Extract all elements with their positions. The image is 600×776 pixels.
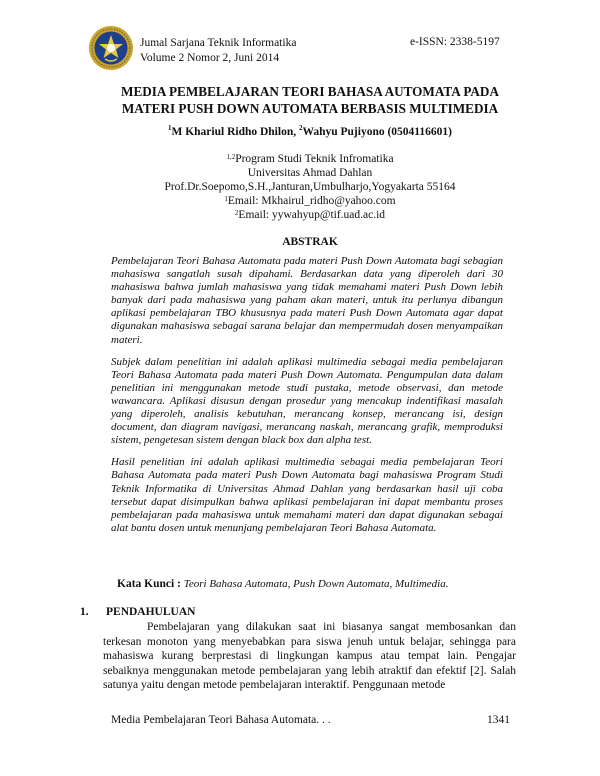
abstract-heading: ABSTRAK <box>282 236 338 248</box>
paper-authors <box>60 126 560 138</box>
section-title: PENDAHULUAN <box>106 606 196 618</box>
section-heading <box>80 606 195 618</box>
running-footer-title: Media Pembelajaran Teori Bahasa Automata. . . <box>111 714 331 726</box>
section-body-text: Pembelajaran yang dilakukan saat ini biasanya sangat membosankan dan terkesan monoton yang menyebabkan para siswa jenuh untuk belajar, sehingga para mahasiswa kurang berprestasi di lingkungan kampus atau tempat lain. Pengajar sebaiknya menggunakan metode pembelajaran yang lebih atraktif dan efektif [2]. Salah satunya yaitu dengan metode pembelajaran interaktif. Penggunaan metode <box>103 621 516 692</box>
author1-marker: 1 <box>167 124 172 132</box>
keywords-label: Kata Kunci : <box>117 578 184 590</box>
paper-title-line-2: MATERI PUSH DOWN AUTOMATA BERBASIS MULTIMEDIA <box>121 101 499 116</box>
affiliation-university: Universitas Ahmad Dahlan <box>247 167 373 179</box>
paper-title-line-1: MEDIA PEMBELAJARAN TEORI BAHASA AUTOMATA PADA <box>121 84 499 99</box>
affiliation-marker: 1,2 <box>226 153 236 161</box>
journal-issn: e-ISSN: 2338-5197 <box>410 36 500 48</box>
page-number: 1341 <box>487 714 510 726</box>
university-seal-icon <box>88 25 134 71</box>
author-email-1: Email: Mkhairul_ridho@yahoo.com <box>227 195 396 207</box>
journal-name: Jumal Sarjana Teknik Informatika <box>140 37 297 49</box>
journal-header <box>140 36 296 66</box>
paper-title <box>60 83 560 117</box>
section-number: 1. <box>80 606 89 618</box>
abstract-paragraph-2: Subjek dalam penelitian ini adalah aplikasi multimedia sebagai media pembelajaran Teori Bahasa Automata pada materi Push Down Automata. Pengumpulan data dalam penelitian ini menggunakan metode studi pustaka, metode observasi, dan metode wawancara. Aplikasi disusun dengan prosedur yang mencakup indentifikasi masalah yang diperoleh, analisis kebutuhan, merancang konsep, merancang isi, design document, dan diagram navigasi, merancang naskah, merancang grafik, memproduksi sistem, pengetesan sistem dengan black box dan alpha test. <box>111 355 503 447</box>
keywords-text: Teori Bahasa Automata, Push Down Automata, Multimedia. <box>183 578 449 590</box>
abstract-paragraph-1: Pembelajaran Teori Bahasa Automata pada materi Push Down Automata bagi sebagian mahasiswa sangatlah susah dipahami. Berdasarkan data yang diperoleh dari 30 mahasiswa bahwa jumlah mahasiswa yang tidak memahami materi Push Down lebih banyak dari pada mahasiswa yang paham akan materi, untuk itu perlunya dibangun aplikasi pembelajaran TBO khususnya pada materi Push Down Automata agar dapat digunakan mahasiswa sebagai sarana belajar dan mempermudah dosen menyampaikan materi. <box>111 255 503 346</box>
journal-volume: Volume 2 Nomor 2, Juni 2014 <box>140 52 280 64</box>
email2-marker: 2 <box>234 209 239 217</box>
affiliation-program: Program Studi Teknik Infromatika <box>235 153 394 165</box>
author-email-2: Email: yywahyup@tif.uad.ac.id <box>238 209 386 221</box>
author2-marker: 2 <box>298 124 303 132</box>
keywords <box>117 578 449 590</box>
abstract-body <box>111 255 503 544</box>
abstract-paragraph-3: Hasil penelitian ini adalah aplikasi multimedia sebagai media pembelajaran Teori Bahasa Automata pada materi Push Down Automata bagi mahasiswa Program Studi Teknik Informatika di Universitas Ahmad Dahlan yang berdasarkan hasil uji coba tersebut dapat disimpulkan bahwa aplikasi pembelajaran ini dapat membantu proses pembelajaran pada mahasiswa untuk memahami materi dan dapat digunakan sebagai alat bantu dosen untuk menunjang pembelajaran Teori Bahasa Automata. <box>111 456 503 534</box>
email1-marker: 1 <box>224 195 228 203</box>
author-1: M Khariul Ridho Dhilon, <box>171 126 299 138</box>
university-logo <box>88 25 134 71</box>
author-2: Wahyu Pujiyono (0504116601) <box>302 126 453 138</box>
author-affiliation <box>60 152 560 222</box>
affiliation-address: Prof.Dr.Soepomo,S.H.,Janturan,Umbulharjo,Yogyakarta 55164 <box>164 181 456 193</box>
